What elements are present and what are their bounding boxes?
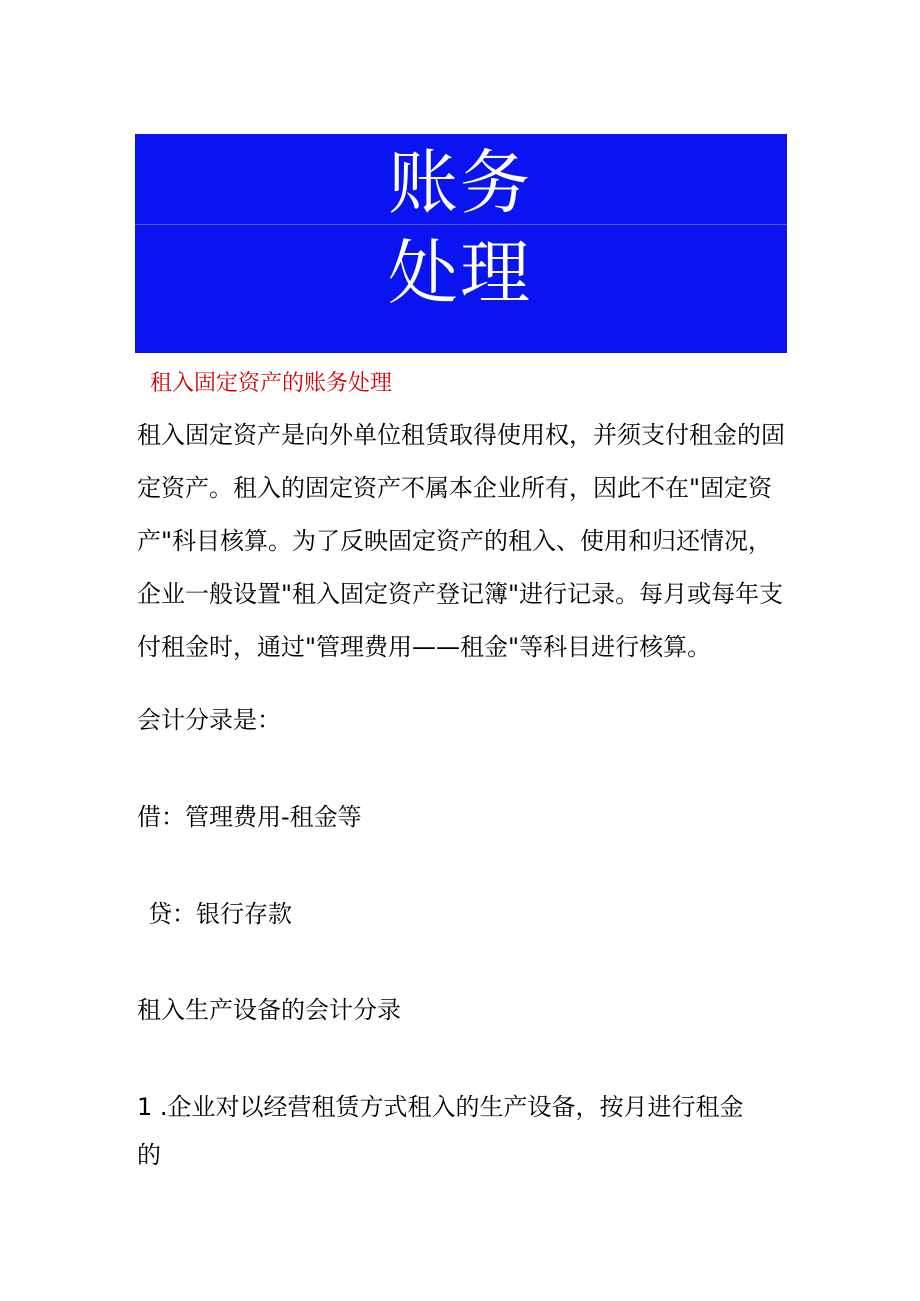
list-item-1-line-1: 1 .企业对以经营租赁方式租入的生产设备，按月进行租金	[137, 1093, 744, 1121]
section-subtitle: 租入固定资产的账务处理	[150, 371, 393, 396]
entry-intro: 会计分录是：	[137, 706, 281, 734]
banner-title-line-1: 账务	[388, 142, 532, 224]
section-title: 租入生产设备的会计分录	[137, 996, 401, 1024]
debit-entry: 借：管理费用-租金等	[137, 803, 362, 831]
credit-entry: 贷：银行存款	[148, 900, 292, 928]
body-paragraph: 租入固定资产是向外单位租赁取得使用权，并须支付租金的固定资产。租入的固定资产不属本企业所有，因此不在"固定资产"科目核算。为了反映固定资产的租入、使用和归还情况，企业一般设置"租入固定资产登记簿"进行记录。每月或每年支付租金时，通过"管理费用——租金"等科目进行核算。	[137, 421, 785, 661]
list-item-1-line-2: 的	[137, 1141, 161, 1169]
banner-title-line-2: 处理	[388, 232, 532, 314]
